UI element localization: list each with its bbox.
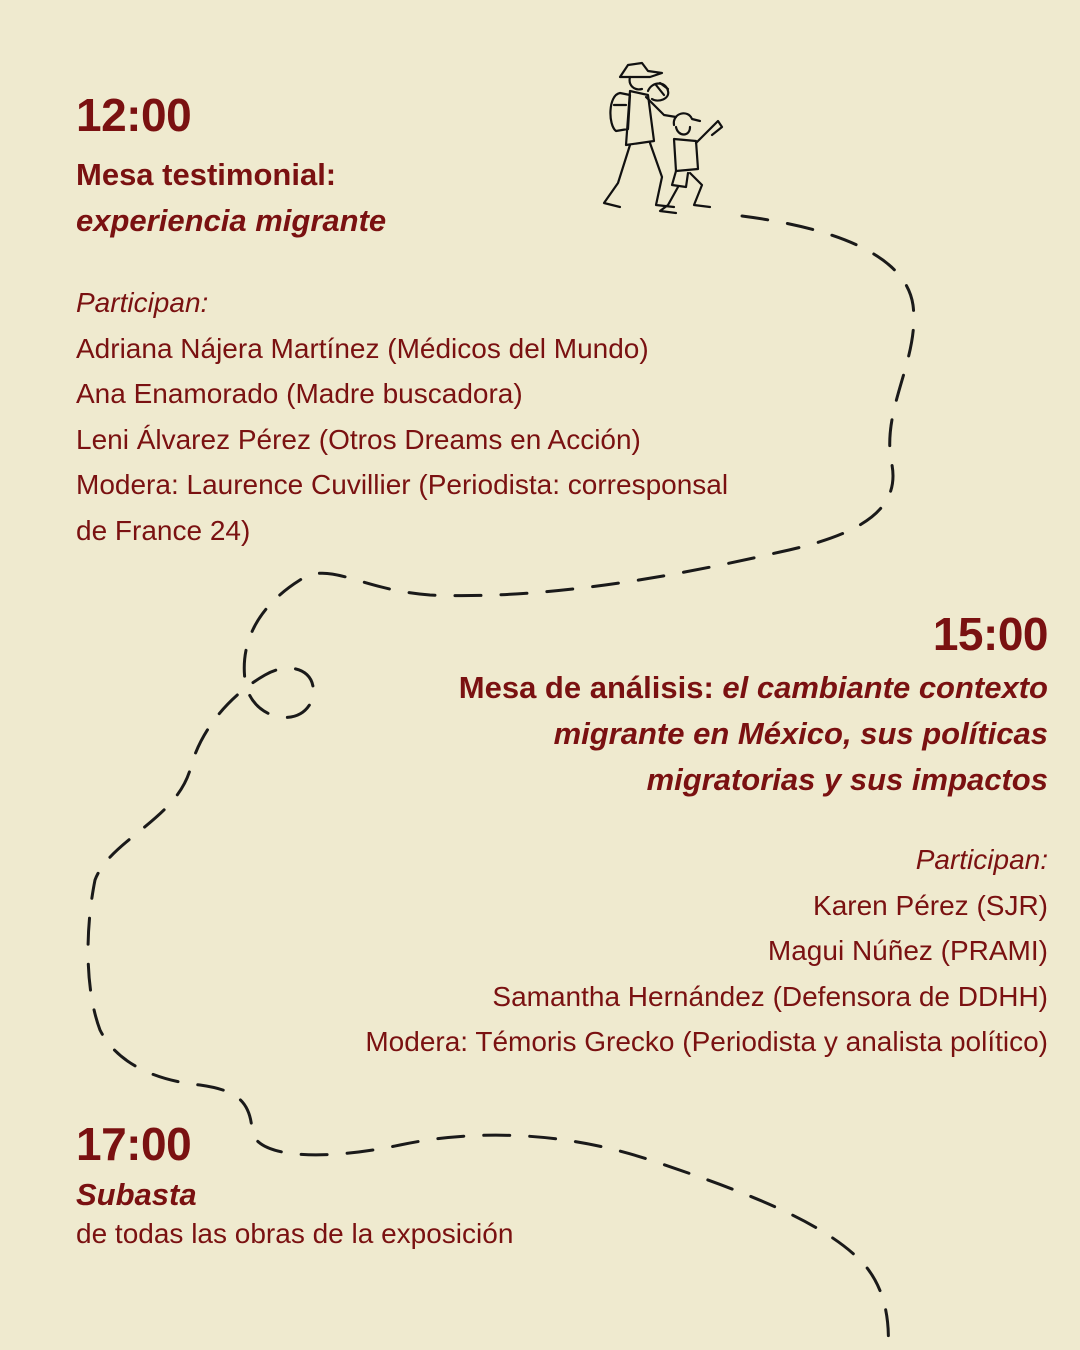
- participant-line: Ana Enamorado (Madre buscadora): [76, 378, 523, 409]
- session-title-italic: migrante en México, sus políticas: [553, 716, 1048, 751]
- session-title-italic: experiencia migrante: [76, 203, 387, 238]
- session-title-italic: Subasta: [76, 1177, 197, 1212]
- session-title-prefix: Mesa de análisis:: [458, 670, 714, 705]
- session-title: Mesa testimonial:: [76, 157, 337, 192]
- participant-line: Leni Álvarez Pérez (Otros Dreams en Acción): [76, 423, 641, 455]
- session-title-italic: el cambiante contexto: [722, 670, 1048, 705]
- session-15-block: [148, 608, 1048, 1065]
- participant-line: Samantha Hernández (Defensora de DDHH): [492, 980, 1048, 1012]
- participant-line: Magui Núñez (PRAMI): [767, 935, 1048, 966]
- participant-line: Karen Pérez (SJR): [813, 889, 1048, 921]
- session-title-italic: migratorias y sus impactos: [646, 762, 1048, 797]
- participant-line: Adriana Nájera Martínez (Médicos del Mundo): [76, 332, 649, 364]
- session-time: 12:00: [76, 89, 192, 141]
- moderator-line: Modera: Témoris Grecko (Periodista y analista político): [365, 1026, 1048, 1057]
- moderator-line: de France 24): [76, 514, 251, 546]
- moderator-line: Modera: Laurence Cuvillier (Periodista: corresponsal: [76, 469, 729, 500]
- session-time: 15:00: [932, 608, 1048, 660]
- session-17-block: [76, 1118, 514, 1253]
- participants-label: Participan:: [76, 287, 209, 318]
- session-time: 17:00: [76, 1118, 192, 1170]
- participants-label: Participan:: [915, 844, 1048, 875]
- session-12-block: [76, 89, 729, 553]
- session-subtitle: de todas las obras de la exposición: [76, 1218, 514, 1249]
